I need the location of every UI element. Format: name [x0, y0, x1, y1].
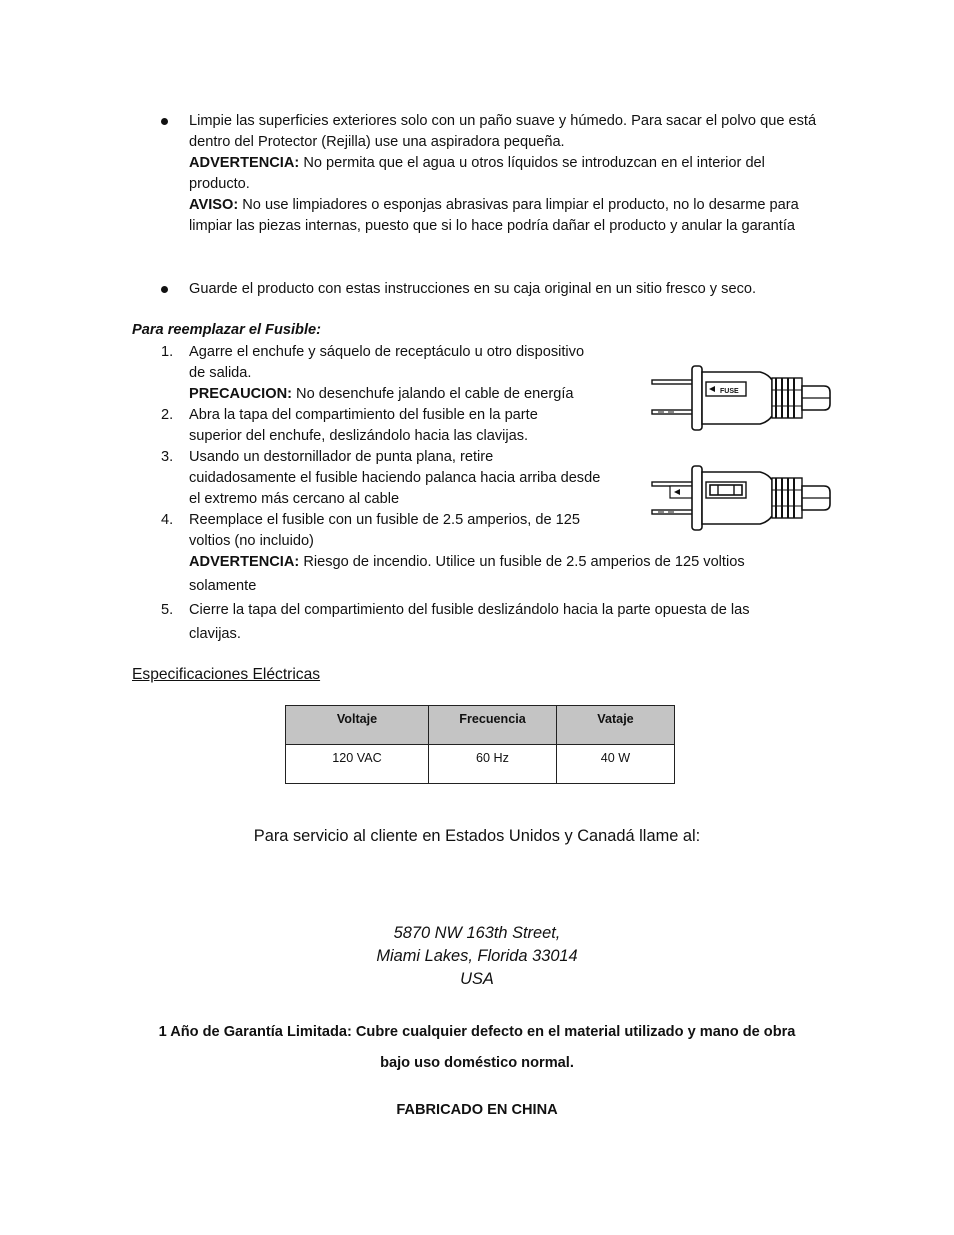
step-number: 3. — [161, 449, 174, 465]
warranty-line-1: 1 Año de Garantía Limitada: Cubre cualquier defecto en el material utilizado y mano de obra — [158, 1024, 796, 1040]
made-in-label: FABRICADO EN CHINA — [396, 1102, 558, 1118]
caution-text: No desenchufe jalando el cable de energía — [291, 386, 574, 402]
address-line: Miami Lakes, Florida 33014 — [376, 947, 578, 965]
step-number: 2. — [161, 407, 174, 423]
table-cell: 40 W — [557, 745, 675, 784]
step-line: voltios (no incluido) — [189, 533, 314, 549]
fuse-label: FUSE — [720, 388, 739, 395]
plug-closed-illustration — [648, 360, 834, 436]
table-header-cell: Voltaje — [286, 706, 429, 745]
step-line: Abra la tapa del compartimiento del fusible en la parte — [189, 407, 538, 423]
fuse-step-3 — [189, 447, 649, 510]
step-line: clavijas. — [189, 626, 241, 642]
warranty-line-2: bajo uso doméstico normal. — [380, 1055, 574, 1071]
care-bullet-1 — [189, 111, 829, 237]
step-line: Usando un destornillador de punta plana, retire — [189, 449, 494, 465]
warning-text: Riesgo de incendio. Utilice un fusible de 2.5 amperios de 125 voltios — [299, 554, 745, 570]
fuse-step-2 — [189, 405, 649, 447]
address-line: USA — [460, 970, 494, 988]
table-cell: 120 VAC — [286, 745, 429, 784]
step-number: 1. — [161, 344, 174, 360]
table-header-cell: Vataje — [557, 706, 675, 745]
address-line: 5870 NW 163th Street, — [393, 924, 561, 942]
notice-label: AVISO: — [189, 197, 239, 213]
plug-open-illustration — [648, 460, 834, 536]
warning-label: ADVERTENCIA: — [189, 554, 300, 570]
fuse-step-1 — [189, 342, 649, 405]
table-header-row — [286, 706, 675, 745]
warning-text: No permita que el agua u otros líquidos se introduzcan en el interior del producto. — [189, 155, 765, 192]
step-line: Reemplace el fusible con un fusible de 2.5 amperios, de 125 — [189, 512, 581, 528]
step-line: Cierre la tapa del compartimiento del fusible deslizándolo hacia la parte opuesta de las — [189, 602, 750, 618]
step-line: el extremo más cercano al cable — [189, 491, 400, 507]
table-header-cell: Frecuencia — [429, 706, 557, 745]
specs-heading: Especificaciones Eléctricas — [132, 666, 321, 683]
step-line: superior del enchufe, deslizándolo hacia las clavijas. — [189, 428, 529, 444]
fuse-step-5 — [189, 600, 829, 621]
table-cell: 60 Hz — [429, 745, 557, 784]
step-line: de salida. — [189, 365, 252, 381]
service-line: Para servicio al cliente en Estados Unidos y Canadá llame al: — [253, 827, 701, 845]
notice-text: No use limpiadores o esponjas abrasivas para limpiar el producto, no lo desarme para limpiar las piezas internas, puesto que si lo hace podría dañar el producto y anular la garantía — [189, 197, 799, 234]
care-bullet-1-text: Limpie las superficies exteriores solo con un paño suave y húmedo. Para sacar el polvo que está dentro del Protector (Rejilla) use una aspiradora pequeña. — [189, 113, 817, 150]
step-line: Agarre el enchufe y sáquelo de receptáculo u otro dispositivo — [189, 344, 585, 360]
step-number: 4. — [161, 512, 174, 528]
address-block — [0, 922, 954, 991]
step-line: solamente — [189, 578, 257, 594]
step-line: cuidadosamente el fusible haciendo palanca hacia arriba desde — [189, 470, 601, 486]
fuse-heading: Para reemplazar el Fusible: — [132, 322, 321, 338]
table-row — [286, 745, 675, 784]
specs-table — [285, 705, 675, 784]
step-number: 5. — [161, 602, 174, 618]
bullet-dot — [161, 286, 168, 293]
bullet-dot — [161, 118, 168, 125]
warning-label: ADVERTENCIA: — [189, 155, 300, 171]
care-bullet-2: Guarde el producto con estas instrucciones en su caja original en un sitio fresco y seco. — [189, 281, 757, 297]
caution-label: PRECAUCION: — [189, 386, 292, 402]
